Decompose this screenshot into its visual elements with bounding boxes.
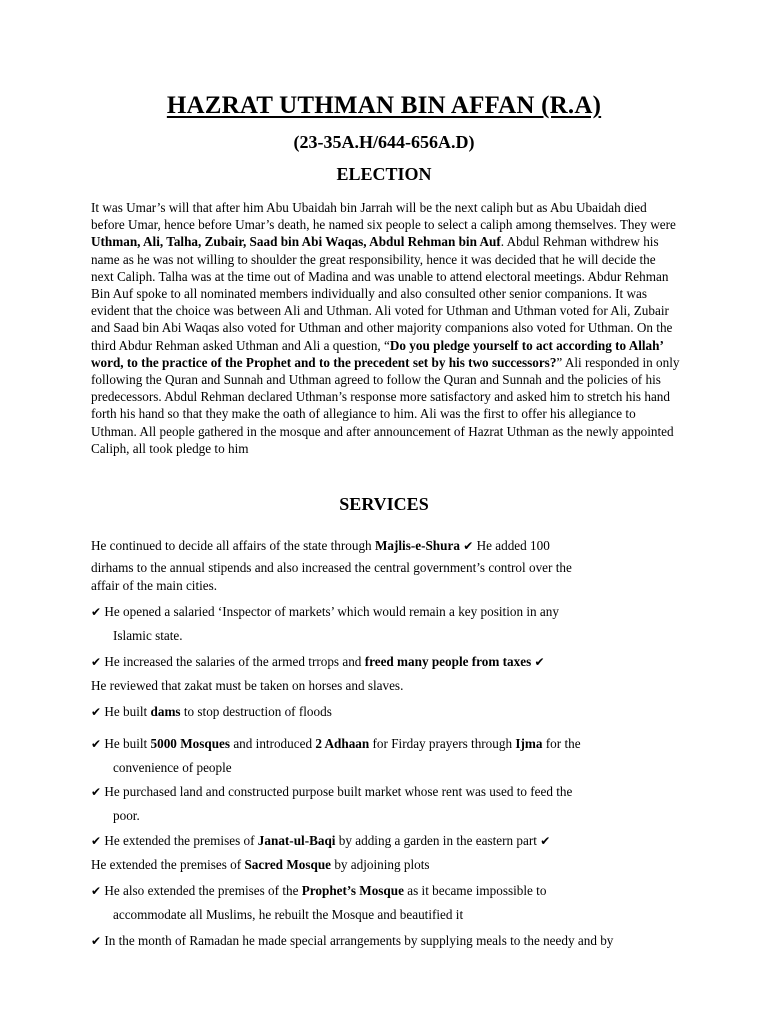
election-paragraph bbox=[91, 199, 681, 457]
check-icon: ✔ bbox=[534, 655, 545, 669]
page-title: HAZRAT UTHMAN BIN AFFAN (R.A) bbox=[166, 92, 602, 119]
election-heading: ELECTION bbox=[336, 164, 432, 184]
election-bold-2: Do you pledge yourself to act according to Allah’ word, to the practice of the Prophet and to the precedent set by his two successors? bbox=[91, 337, 663, 370]
service-item-9: ✔ In the month of Ramadan he made special arrangements by supplying meals to the needy and by bbox=[91, 933, 614, 948]
check-icon: ✔ bbox=[91, 655, 102, 669]
service-item-6: ✔ He purchased land and constructed purpose built market whose rent was used to feed the poor. bbox=[91, 784, 573, 823]
election-text-3: ” Ali responded in only following the Quran and Sunnah and Uthman agreed to follow the Quran and Sunnah and the policies of his predecessors. Abdul Rehman declared Uthman’s response more satisfactory and asked him to stretch his hand forth his hand so that they make the oath of allegiance to him. Ali was the first to offer his allegiance to Uthman. All people gathered in the mosque and after announcement of Hazrat Uthman as the newly appointed Caliph, all took pledge to him bbox=[91, 354, 680, 456]
service-item-4: ✔ He built dams to stop destruction of floods bbox=[91, 704, 332, 719]
election-bold-1: Uthman, Ali, Talha, Zubair, Saad bin Abi Waqas, Abdul Rehman bin Auf bbox=[91, 234, 501, 250]
service-item-3: ✔ He increased the salaries of the armed trrops and freed many people from taxes ✔ He reviewed that zakat must be taken on horses and slaves. bbox=[91, 654, 545, 693]
check-icon: ✔ bbox=[91, 737, 102, 751]
check-icon: ✔ bbox=[91, 705, 102, 719]
check-icon: ✔ bbox=[540, 834, 551, 848]
check-icon: ✔ bbox=[91, 884, 102, 898]
check-icon: ✔ bbox=[91, 605, 102, 619]
election-text-2: . Abdul Rehman withdrew his name as he was not willing to shoulder the great responsibility, hence it was decided that he will decide the next Caliph. Talha was at the time out of Madina and was unable to attend electoral meetings. Abdur Rehman Bin Auf spoke to all nominated members individually and also consulted other senior companions. It was evident that the choice was between Ali and Uthman. Ali voted for Uthman and Uthman voted for Ali, Zubair and Saad bin Abi Waqas also voted for Uthman and other majority companions also voted for Uthman. On the third Abdur Rehman asked Uthman and Ali a question, “ bbox=[91, 234, 673, 353]
service-item-8: ✔ He also extended the premises of the Prophet’s Mosque as it became impossible to accommodate all Muslims, he rebuilt the Mosque and beautified it bbox=[91, 883, 547, 922]
check-icon: ✔ bbox=[463, 539, 474, 553]
service-item-2: ✔ He opened a salaried ‘Inspector of markets’ which would remain a key position in any Islamic state. bbox=[91, 604, 559, 643]
check-icon: ✔ bbox=[91, 785, 102, 799]
check-icon: ✔ bbox=[91, 934, 102, 948]
service-item-5: ✔ He built 5000 Mosques and introduced 2 Adhaan for Firday prayers through Ijma for the convenience of people bbox=[91, 736, 581, 775]
page-subtitle: (23-35A.H/644-656A.D) bbox=[293, 132, 475, 152]
service-item-7: ✔ He extended the premises of Janat-ul-Baqi by adding a garden in the eastern part ✔ He extended the premises of Sacred Mosque by adjoining plots bbox=[91, 833, 551, 872]
services-heading: SERVICES bbox=[339, 494, 429, 514]
service-item-1: He continued to decide all affairs of the state through Majlis-e-Shura ✔ He added 100 dirhams to the annual stipends and also increased the central government’s control over the affair of the main cities. bbox=[91, 538, 572, 593]
check-icon: ✔ bbox=[91, 834, 102, 848]
election-text-1: It was Umar’s will that after him Abu Ubaidah bin Jarrah will be the next caliph but as Abu Ubaidah died before Umar, hence before Umar’s death, he named six people to select a caliph among themselves. They were bbox=[91, 200, 676, 233]
